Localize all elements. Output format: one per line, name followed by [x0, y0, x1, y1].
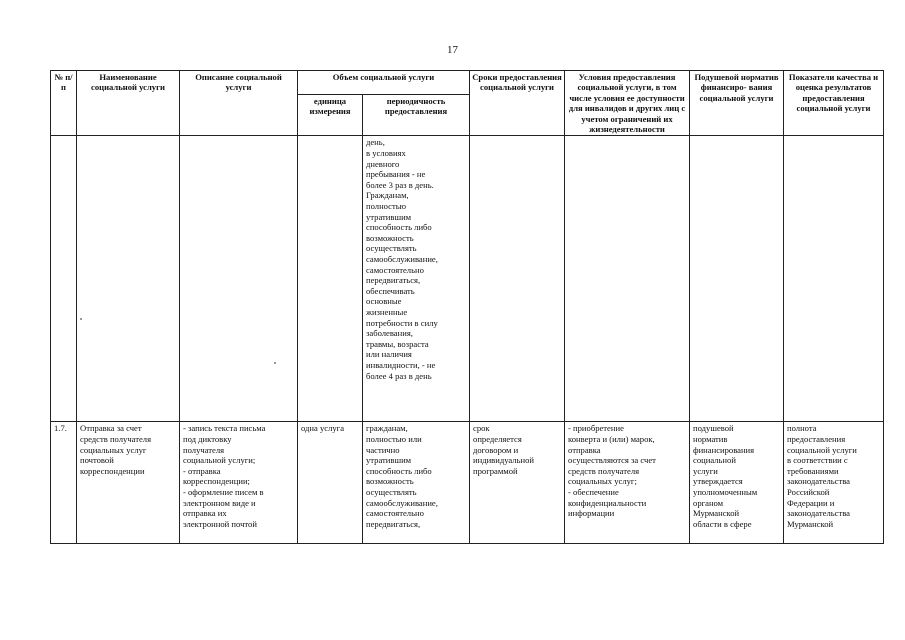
scan-speck — [274, 362, 276, 364]
cell-quality-indicators: полнота предоставления социальной услуги в соответствии с требованиями законодательства Российской Федерации и законодательства Мурманской — [784, 422, 884, 544]
header-periodicity: периодичность предоставления — [363, 94, 470, 136]
cell-num — [51, 136, 77, 422]
header-terms: Сроки предоставления социальной услуги — [470, 71, 565, 136]
cell-description — [180, 136, 298, 422]
header-conditions: Условия предоставления социальной услуги, в том числе условия ее доступности для инвалидов и других лиц с учетом ограничений их жизнедеятельности — [565, 71, 690, 136]
page-number: 17 — [447, 44, 458, 56]
header-financing-norm: Подушевой норматив финансиро- вания социальной услуги — [690, 71, 784, 136]
social-services-table — [50, 70, 884, 544]
cell-periodicity: гражданам, полностью или частично утратившим способность либо возможность осуществлять самообслуживание, самостоятельно передвигаться, — [363, 422, 470, 544]
cell-unit: одна услуга — [298, 422, 363, 544]
cell-service-name: Отправка за счет средств получателя социальных услуг почтовой корреспонденции — [77, 422, 180, 544]
cell-financing-norm — [690, 136, 784, 422]
cell-num: 1.7. — [51, 422, 77, 544]
header-service-name: Наименование социальной услуги — [77, 71, 180, 136]
table-row-1-7 — [51, 422, 884, 544]
scan-speck — [80, 318, 82, 320]
cell-description: - запись текста письма под диктовку получателя социальной услуги; - отправка корреспонденции; - оформление писем в электронном виде и отправка их электронной почтой — [180, 422, 298, 544]
cell-periodicity: день, в условиях дневного пребывания - не более 3 раз в день. Гражданам, полностью утратившим способность либо возможность осуществлять самообслуживание, самостоятельно передвигаться, обеспечивать основные жизненные потребности в силу заболевания, травмы, возраста или наличия инвалидности, - не более 4 раз в день — [363, 136, 470, 422]
cell-quality-indicators — [784, 136, 884, 422]
cell-service-name — [77, 136, 180, 422]
header-volume: Объем социальной услуги — [298, 71, 470, 95]
header-num: № п/п — [51, 71, 77, 136]
table-row-continuation — [51, 136, 884, 422]
cell-conditions: - приобретение конверта и (или) марок, отправка осуществляются за счет средств получателя социальных услуг; - обеспечение конфиденциальности информации — [565, 422, 690, 544]
header-row-top — [51, 71, 884, 95]
header-quality-indicators: Показатели качества и оценка результатов предоставления социальной услуги — [784, 71, 884, 136]
cell-terms — [470, 136, 565, 422]
cell-unit — [298, 136, 363, 422]
cell-financing-norm: подушевой норматив финансирования социальной услуги утверждается уполномоченным органом Мурманской области в сфере — [690, 422, 784, 544]
header-unit: единица измерения — [298, 94, 363, 136]
cell-conditions — [565, 136, 690, 422]
cell-terms: срок определяется договором и индивидуальной программой — [470, 422, 565, 544]
header-description: Описание социальной услуги — [180, 71, 298, 136]
